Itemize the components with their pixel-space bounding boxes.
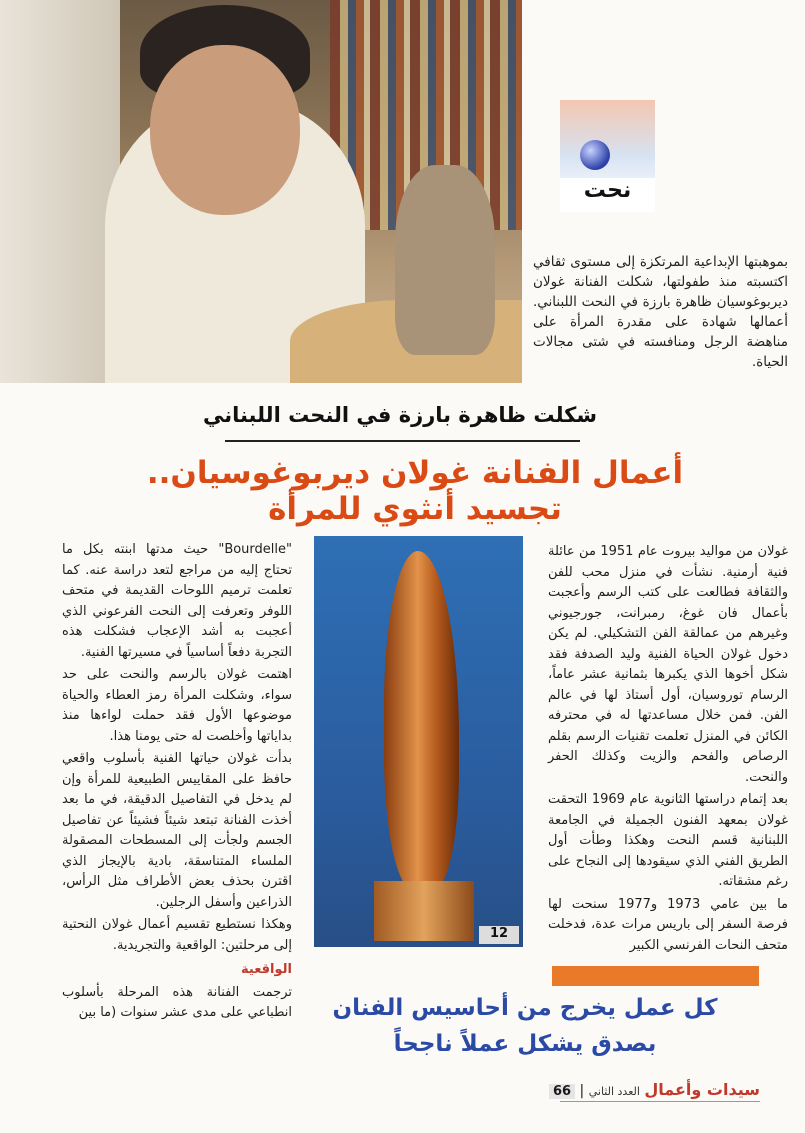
quote-line: بصدق يشكل عملاً ناجحاً (393, 1031, 657, 1057)
quote-accent-bar (552, 966, 759, 986)
photo-artist-face (150, 45, 300, 215)
photo-number-tag: 12 (479, 926, 519, 944)
paragraph: بدأت غولان حياتها الفنية بأسلوب واقعي حافظ على المقاييس الطبيعية للمرأة وإن لم يدخل في التفاصيل الدقيقة، في ما بعد أخذت الفنانة تبتعد شيئاً فشيئاً عن تفاصيل الجسم ولجأت إلى المسطحات المصقولة الملساء المتناسقة، بادية بالإيجاز الذي اقترن بحذف بعض الأطراف مثل الرأس، الذراعين وأسفل الرجلين. (62, 751, 292, 910)
paragraph: ما بين عامي 1973 و1977 سنحت لها فرصة السفر إلى باريس مرات عدة، فدخلت متحف النحات الفرنسي الكبير (548, 896, 789, 953)
paragraph: غولان من مواليد بيروت عام 1951 من عائلة فنية أرمنية. نشأت في منزل محب للفن والثقافة فطالعت على كتب الرسم وأعجبت بأعمال فان غوغ، رمبرانت، جورجيوني وغيرهم من عمالقة الفن التشكيلي. لم يكن دخول غولان الحياة الفنية وليد الصدفة فقد شكل أخوها الذي يكبرها بثمانية عشر عاماً، الرسام توروسيان، أول أستاذ لها في عالم الفن. فمن خلال مساعدتها له في محترفه الكائن في المنزل تعلمت تقنيات الرسم بقلم الرصاص والفحم والزيت وكذلك الحفر والنحت. (548, 544, 788, 785)
sculpture-base (374, 881, 474, 941)
subtitle-divider (225, 440, 580, 442)
quote-line: كل عمل يخرج من أحاسيس الفنان (332, 995, 718, 1021)
photo-curtain (0, 0, 120, 383)
issue-label: العدد الثاني (588, 1085, 640, 1098)
footer-rule (560, 1101, 760, 1102)
column-right (548, 542, 788, 958)
page-number: 66 (549, 1084, 575, 1099)
paragraph: وهكذا نستطيع تقسيم أعمال غولان النحتية إلى مرحلتين: الواقعية والتجريدية. (62, 917, 292, 953)
column-left (62, 540, 292, 1026)
intro-text: بموهبتها الإبداعية المرتكزة إلى مستوى ثقافي اكتسبته منذ طفولتها، شكلت الفنانة غولان ديربوغوسيان ظاهرة بارزة في النحت اللبناني. أعمالها شهادة على مقدرة المرأة على مناهضة الرجل ومنافسته في شتى مجالات الحياة. (533, 254, 788, 370)
paragraph: ترجمت الفنانة هذه المرحلة بأسلوب انطباعي على مدى عشر سنوات (ما بين (62, 984, 292, 1020)
paragraph: "Bourdelle" حيث مدتها ابنته بكل ما تحتاج إليه من مراجع لتعد دراسة عنه. كما تعلمت ترميم اللوحات القديمة في متحف اللوفر وتعرفت إلى النحت الفرعوني الذي أعجبت به أشد الإعجاب فشكلت هذه التجربة دفعاً أساسياً في مسيرتها الفنية. (62, 542, 292, 660)
pull-quote (300, 990, 750, 1062)
bronze-figure (384, 551, 459, 891)
magazine-name: سيدات وأعمال (644, 1080, 760, 1099)
article-subtitle: شكلت ظاهرة بارزة في النحت اللبناني (202, 403, 598, 427)
page-footer: سيدات وأعمال العدد الثاني | 66 (520, 1080, 760, 1102)
photo-clay-sculpture (395, 165, 495, 355)
section-label: نحت (560, 178, 655, 212)
article-headline: أعمال الفنانة غولان ديربوغوسيان.. تجسيد أنثوي للمرأة (146, 455, 684, 527)
artist-photo (0, 0, 522, 383)
paragraph: بعد إتمام دراستها الثانوية عام 1969 التحقت غولان بمعهد الفنون الجميلة في الجامعة اللبنانية قسم النحت وهكذا وطأت أول الطريق الفني الذي سيقودها إلى النجاح على رغم مشقاته. (548, 792, 788, 889)
section-heading: الواقعية (241, 962, 292, 977)
sphere-icon (580, 140, 610, 170)
paragraph: اهتمت غولان بالرسم والنحت على حد سواء، وشكلت المرأة رمز العطاء والحياة موضوعها الأول فقد حملت لواءها منذ بداياتها وأخلصت له حتى يومنا هذا. (62, 667, 292, 744)
sculpture-photo (314, 536, 523, 947)
